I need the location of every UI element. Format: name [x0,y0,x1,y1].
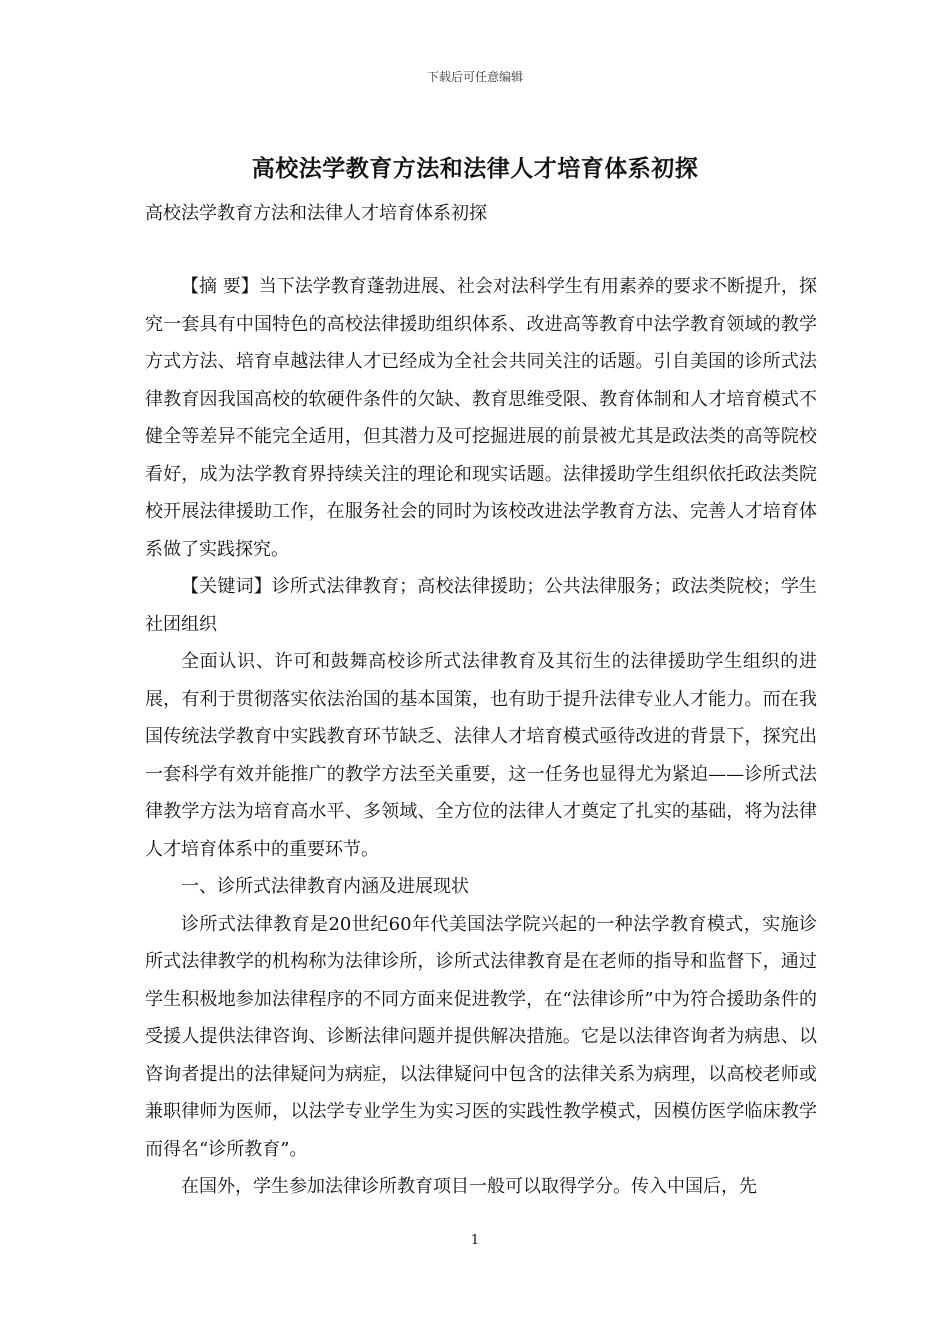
page-header: 下载后可任意编辑 [426,70,523,84]
body-paragraph: 诊所式法律教育是20世纪60年代美国法学院兴起的一种法学教育模式，实施诊所式法律教学的机构称为法律诊所，诊所式法律教育是在老师的指导和监督下，通过学生积极地参加法律程序的不同方面来促进教学，在“法律诊所”中为符合援助条件的受援人提供法律咨询、诊断法律问题并提供解决措施。它是以法律咨询者为病患、以咨询者提出的法律疑问为病症，以法律疑问中包含的法律关系为病理，以高校老师或兼职律师为医师，以法学专业学生为实习医的实践性教学模式，因模仿医学临床教学而得名“诊所教育”。 [145,913,817,1160]
document-subtitle: 高校法学教育方法和法律人才培育体系初探 [145,203,487,224]
body-paragraph: 在国外，学生参加法律诊所教育项目一般可以取得学分。传入中国后，先 [181,1176,757,1197]
page-number: 1 [470,1233,480,1248]
section-heading: 一、诊所式法律教育内涵及进展现状 [181,876,469,897]
body-paragraph: 全面认识、许可和鼓舞高校诊所式法律教育及其衍生的法律援助学生组织的进展，有利于贯彻落实依法治国的基本国策，也有助于提升法律专业人才能力。而在我国传统法学教育中实践教育环节缺乏、法律人才培育模式亟待改进的背景下，探究出一套科学有效并能推广的教学方法至关重要，这一任务也显得尤为紧迫——诊所式法律教学方法为培育高水平、多领域、全方位的法律人才奠定了扎实的基础，将为法律人才培育体系中的重要环节。 [145,651,817,860]
document-title: 高校法学教育方法和法律人才培育体系初探 [251,155,699,182]
document-body [145,268,817,1206]
keywords-paragraph: 【关键词】诊所式法律教育；高校法律援助；公共法律服务；政法类院校；学生社团组织 [145,576,817,635]
abstract-paragraph: 【摘 要】当下法学教育蓬勃进展、社会对法科学生有用素养的要求不断提升，探究一套具有中国特色的高校法律援助组织体系、改进高等教育中法学教育领域的教学方式方法、培育卓越法律人才已经成为全社会共同关注的话题。引自美国的诊所式法律教育因我国高校的软硬件条件的欠缺、教育思维受限、教育体制和人才培育模式不健全等差异不能完全适用，但其潜力及可挖掘进展的前景被尤其是政法类的高等院校看好，成为法学教育界持续关注的理论和现实话题。法律援助学生组织依托政法类院校开展法律援助工作，在服务社会的同时为该校改进法学教育方法、完善人才培育体系做了实践探究。 [145,276,817,560]
